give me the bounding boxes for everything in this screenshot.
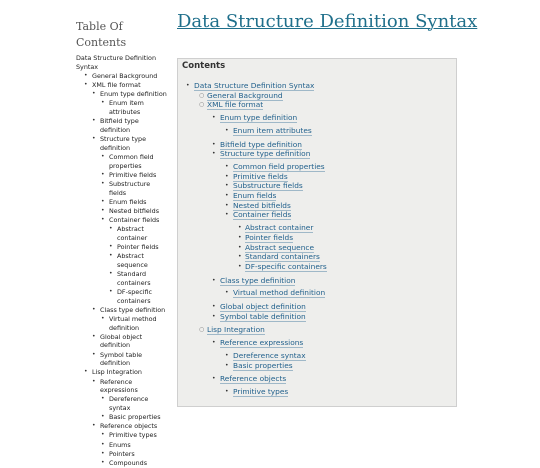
bullet-icon: • (212, 303, 216, 310)
bullet-icon: • (238, 253, 242, 261)
sidebar-toc-item[interactable] (76, 459, 168, 468)
bullet-icon: ○ (199, 101, 205, 109)
bullet-icon: • (101, 449, 105, 457)
sidebar-toc-item[interactable] (76, 450, 168, 459)
contents-link[interactable] (245, 252, 320, 262)
contents-link[interactable] (233, 361, 293, 371)
contents-link-label: Enum type definition (220, 113, 298, 123)
contents-link[interactable] (233, 172, 288, 182)
bullet-icon: • (225, 162, 229, 170)
contents-link-label: Enum fields (233, 191, 277, 200)
contents-box (177, 58, 457, 407)
sidebar-toc-item[interactable] (76, 288, 168, 306)
sidebar-toc-item[interactable] (76, 180, 168, 198)
bullet-icon: • (109, 225, 113, 232)
contents-link-label: Primitive types (233, 386, 289, 396)
contents-link-label: DF-specific containers (245, 261, 327, 271)
sidebar-toc-item[interactable] (76, 171, 168, 180)
contents-link[interactable] (207, 91, 283, 101)
sidebar-toc-item[interactable] (76, 72, 168, 81)
bullet-icon: • (101, 215, 105, 223)
contents-link-label: Bitfield type definition (220, 139, 302, 149)
sidebar-toc-label: Substructure fields (109, 179, 151, 197)
bullet-icon: • (212, 276, 216, 284)
bullet-icon: • (101, 170, 105, 178)
contents-link[interactable] (194, 81, 314, 91)
contents-link-label: Pointer fields (245, 232, 294, 242)
contents-link-label: Virtual method definition (233, 288, 326, 298)
bullet-icon: • (186, 82, 190, 89)
contents-link[interactable] (220, 312, 306, 322)
sidebar-toc-label: Pointers (109, 449, 135, 458)
contents-link[interactable] (233, 181, 303, 191)
sidebar-toc-item[interactable] (76, 216, 168, 225)
contents-link-label: Basic properties (233, 360, 293, 370)
contents-link-label: Common field properties (233, 161, 325, 171)
sidebar-toc-item[interactable] (76, 315, 168, 333)
bullet-icon: • (92, 90, 96, 98)
bullet-icon: • (238, 262, 242, 270)
sidebar-toc-label: Abstract sequence (117, 251, 148, 269)
contents-link-label: Abstract container (245, 223, 314, 233)
contents-link[interactable] (245, 243, 314, 253)
bullet-icon: • (109, 269, 113, 277)
sidebar-toc-label: Bitfield type definition (100, 117, 139, 134)
sidebar-title: Table Of Contents (76, 20, 127, 49)
bullet-icon: • (101, 197, 105, 205)
bullet-icon: • (101, 314, 105, 322)
sidebar-toc-item[interactable] (76, 252, 168, 270)
bullet-icon: • (225, 289, 229, 297)
contents-link-label: Data Structure Definition Syntax (194, 81, 315, 90)
bullet-icon: • (101, 413, 105, 421)
sidebar-toc-label: DF-specific containers (117, 287, 153, 305)
contents-link[interactable] (233, 201, 291, 211)
sidebar-toc-label: Global object definition (100, 332, 143, 350)
contents-link-label: Substructure fields (233, 181, 303, 191)
sidebar-toc-label: Lisp Integration (92, 368, 142, 377)
contents-link-label: Class type definition (220, 275, 296, 285)
sidebar-toc-item[interactable] (76, 99, 168, 117)
contents-link[interactable] (220, 302, 306, 312)
contents-link[interactable] (245, 262, 327, 272)
contents-link[interactable] (207, 100, 263, 110)
bullet-icon: • (238, 224, 242, 232)
sidebar-toc-item[interactable] (76, 243, 168, 252)
sidebar-toc-item[interactable] (76, 198, 168, 207)
sidebar-toc-label: Basic properties (109, 413, 161, 422)
sidebar-toc-item[interactable] (76, 81, 168, 90)
bullet-icon: • (84, 80, 88, 88)
sidebar-toc-label: Structure type definition (100, 134, 147, 152)
contents-link-label: Global object definition (220, 302, 306, 311)
sidebar-toc-label: Container fields (109, 215, 160, 224)
bullet-icon: • (101, 395, 105, 403)
bullet-icon: • (101, 431, 105, 439)
sidebar-toc-list (76, 54, 168, 468)
bullet-icon: • (225, 192, 229, 199)
sidebar-toc-item[interactable] (76, 378, 168, 396)
contents-link[interactable] (220, 338, 303, 348)
bullet-icon: • (212, 150, 216, 158)
contents-link[interactable] (220, 113, 297, 123)
contents-link-label: Structure type definition (220, 149, 311, 159)
contents-title: Contents (182, 61, 226, 71)
bullet-icon: • (101, 440, 105, 448)
bullet-icon: • (225, 182, 229, 190)
bullet-icon: • (84, 368, 88, 376)
sidebar-toc-item[interactable] (76, 117, 168, 135)
sidebar-toc-item[interactable] (76, 225, 168, 243)
bullet-icon: • (92, 422, 96, 430)
contents-link[interactable] (245, 223, 313, 233)
sidebar-toc-item[interactable] (76, 153, 168, 171)
bullet-icon: • (101, 458, 105, 466)
sidebar-toc-item[interactable] (76, 431, 168, 440)
contents-link-label: Abstract sequence (245, 242, 314, 252)
bullet-icon: • (212, 114, 216, 122)
bullet-icon: • (212, 339, 216, 347)
bullet-icon: • (212, 312, 216, 320)
contents-link[interactable] (233, 387, 288, 397)
bullet-icon: • (225, 361, 229, 369)
sidebar-toc-item[interactable] (76, 368, 168, 377)
main-content (177, 0, 540, 405)
contents-link-label: Symbol table definition (220, 311, 306, 321)
contents-link-label: Container fields (233, 210, 292, 220)
contents-link[interactable] (220, 140, 302, 150)
bullet-icon: • (101, 179, 105, 187)
sidebar-toc-label: General Background (92, 71, 158, 80)
sidebar-toc-label: Pointer fields (117, 242, 159, 251)
sidebar-toc-label: Enum type definition (100, 90, 167, 99)
contents-link[interactable] (233, 191, 276, 201)
bullet-icon: • (225, 387, 229, 395)
contents-link-label: Enum item attributes (233, 125, 312, 135)
bullet-icon: • (225, 126, 229, 134)
contents-link-label: Primitive fields (233, 171, 288, 181)
bullet-icon: • (238, 233, 242, 241)
sidebar-toc-label: Standard containers (117, 269, 151, 287)
bullet-icon: • (225, 172, 229, 180)
sidebar-toc-label: Virtual method definition (109, 314, 157, 332)
sidebar-toc-item[interactable] (76, 395, 168, 413)
sidebar-toc-item[interactable] (76, 270, 168, 288)
sidebar-toc-item[interactable] (76, 54, 168, 72)
contents-link-label: Reference objects (220, 374, 287, 384)
bullet-icon: • (212, 140, 216, 148)
bullet-icon: • (109, 287, 113, 295)
sidebar-toc-item[interactable] (76, 90, 168, 99)
contents-link-label: Dereference syntax (233, 350, 306, 360)
bullet-icon: • (109, 242, 113, 250)
contents-link[interactable] (233, 210, 291, 220)
sidebar-toc-label: Abstract container (117, 225, 148, 242)
sidebar-toc-label: XML file format (92, 80, 141, 89)
contents-link-label: Lisp Integration (207, 325, 265, 335)
bullet-icon: • (92, 332, 96, 340)
contents-link[interactable] (220, 276, 295, 286)
contents-link-label: General Background (207, 90, 283, 100)
sidebar-toc-label: Enum item attributes (109, 99, 144, 116)
bullet-icon: • (225, 201, 229, 209)
contents-link[interactable] (233, 351, 306, 361)
contents-link[interactable] (233, 126, 312, 136)
sidebar-toc-item[interactable] (76, 441, 168, 450)
sidebar-toc-label: Enums (109, 440, 131, 449)
contents-link[interactable] (233, 288, 325, 298)
page-title[interactable]: Data Structure Definition Syntax (177, 11, 478, 32)
sidebar-toc-item[interactable] (76, 135, 168, 153)
contents-link[interactable] (220, 374, 286, 384)
contents-link[interactable] (220, 149, 310, 159)
bullet-icon: • (238, 243, 242, 251)
sidebar-toc-item[interactable] (76, 422, 168, 431)
sidebar-toc-label: Class type definition (100, 305, 166, 314)
bullet-icon: ○ (199, 91, 205, 99)
contents-link-label: Standard containers (245, 252, 320, 262)
contents-link-label: Reference expressions (220, 338, 304, 348)
sidebar-toc-label: Common field properties (109, 152, 154, 170)
sidebar-toc-label: Data Structure Definition Syntax (76, 54, 156, 71)
bullet-icon: ○ (199, 326, 205, 334)
sidebar-toc-item[interactable] (76, 413, 168, 422)
bullet-icon: • (92, 134, 96, 142)
sidebar-toc-item[interactable] (76, 333, 168, 351)
contents-link-label: Nested bitfields (233, 200, 291, 210)
bullet-icon: • (92, 305, 96, 313)
sidebar-toc-item[interactable] (76, 351, 168, 369)
sidebar-toc-label: Compounds (109, 458, 148, 467)
sidebar-toc-label: Enum fields (109, 197, 147, 206)
sidebar-toc-item[interactable] (76, 207, 168, 216)
contents-link[interactable] (233, 162, 325, 172)
sidebar-toc-item[interactable] (76, 306, 168, 315)
sidebar-toc-label: Dereference syntax (109, 395, 149, 413)
bullet-icon: • (92, 350, 96, 358)
bullet-icon: • (101, 206, 105, 214)
sidebar-toc-label: Reference expressions (100, 377, 138, 395)
bullet-icon: • (225, 351, 229, 359)
bullet-icon: • (92, 377, 96, 385)
sidebar-toc-label: Primitive types (109, 431, 157, 440)
bullet-icon: • (84, 71, 88, 79)
bullet-icon: • (212, 375, 216, 383)
bullet-icon: • (101, 152, 105, 160)
contents-link-label: XML file format (207, 100, 264, 110)
bullet-icon: • (109, 251, 113, 259)
sidebar-toc-label: Nested bitfields (109, 206, 160, 215)
sidebar (0, 0, 170, 467)
sidebar-toc-label: Symbol table definition (100, 350, 143, 368)
bullet-icon: • (92, 117, 96, 125)
sidebar-toc-label: Primitive fields (109, 170, 157, 179)
contents-link[interactable] (207, 325, 265, 335)
bullet-icon: • (225, 211, 229, 219)
bullet-icon: • (101, 99, 105, 107)
contents-link[interactable] (245, 233, 293, 243)
sidebar-toc-label: Reference objects (100, 422, 158, 431)
